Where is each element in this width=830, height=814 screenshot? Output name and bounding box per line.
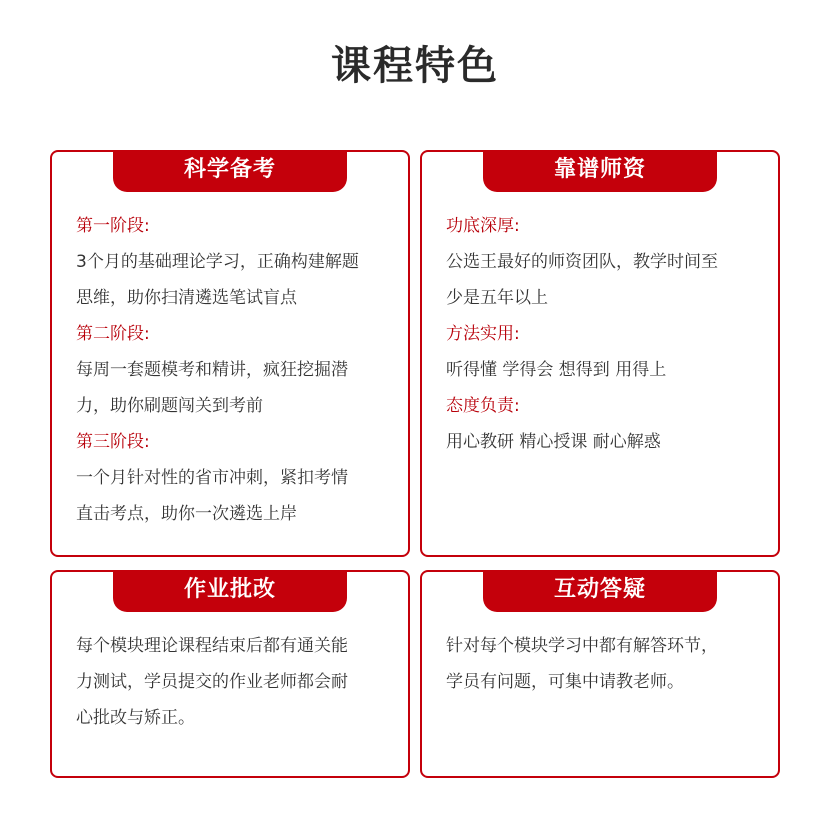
feature-label: 功底深厚: <box>446 216 520 236</box>
feature-label: 方法实用: <box>446 324 520 344</box>
description-line: 力测试，学员提交的作业老师都会耐 <box>76 672 348 692</box>
stage-label: 第二阶段: <box>76 324 150 344</box>
description-line: 听得懂 学得会 想得到 用得上 <box>446 360 667 380</box>
feature-label: 态度负责: <box>446 396 520 416</box>
description-line: 少是五年以上 <box>446 288 548 308</box>
description-line: 力，助你刷题闯关到考前 <box>76 396 263 416</box>
page-title: 课程特色 <box>331 43 499 89</box>
card-scientific-preparation <box>50 150 410 557</box>
card-title: 科学备考 <box>113 150 347 192</box>
stage-label: 第三阶段: <box>76 432 150 452</box>
description-line: 心批改与矫正。 <box>76 708 195 728</box>
card-body <box>446 628 758 700</box>
description-line: 针对每个模块学习中都有解答环节， <box>446 636 718 656</box>
card-homework-correction <box>50 570 410 778</box>
description-line: 一个月针对性的省市冲刺，紧扣考情 <box>76 468 348 488</box>
card-body <box>76 208 388 532</box>
card-body <box>446 208 758 460</box>
description-line: 学员有问题，可集中请教老师。 <box>446 672 684 692</box>
stage-label: 第一阶段: <box>76 216 150 236</box>
card-interactive-qa <box>420 570 780 778</box>
card-title: 作业批改 <box>113 570 347 612</box>
description-line: 公选王最好的师资团队，教学时间至 <box>446 252 718 272</box>
description-line: 3个月的基础理论学习，正确构建解题 <box>76 252 359 272</box>
description-line: 用心教研 精心授课 耐心解惑 <box>446 432 661 452</box>
card-title: 靠谱师资 <box>483 150 717 192</box>
card-title: 互动答疑 <box>483 570 717 612</box>
description-line: 每个模块理论课程结束后都有通关能 <box>76 636 348 656</box>
description-line: 直击考点，助你一次遴选上岸 <box>76 504 297 524</box>
description-line: 思维，助你扫清遴选笔试盲点 <box>76 288 297 308</box>
card-reliable-teachers <box>420 150 780 557</box>
description-line: 每周一套题模考和精讲，疯狂挖掘潜 <box>76 360 348 380</box>
card-body <box>76 628 388 736</box>
